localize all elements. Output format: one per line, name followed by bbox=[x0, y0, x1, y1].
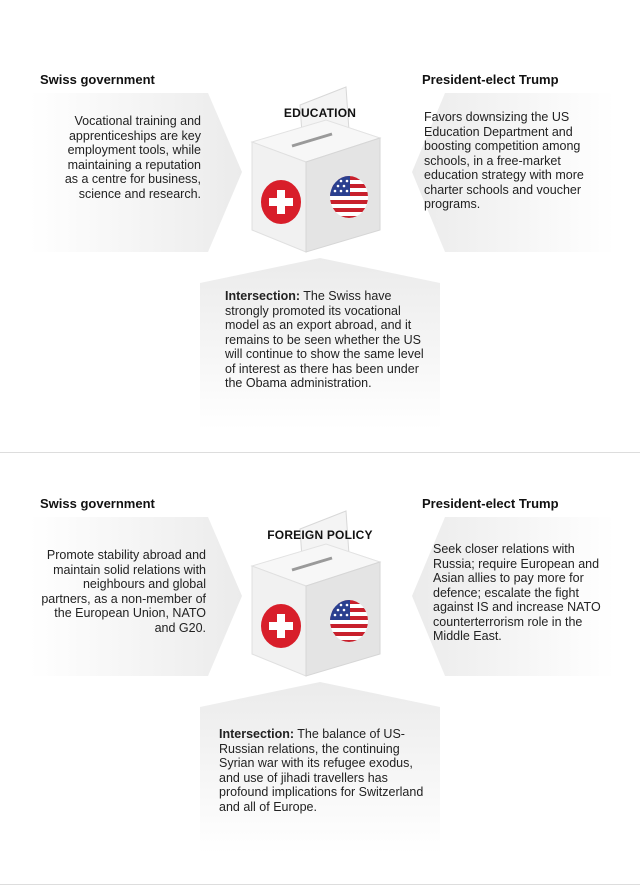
left-text: Vocational training and apprenticeships are key employment tools, while maintaining a reputation as a centre for business, science and research. bbox=[64, 114, 201, 201]
swiss-flag-icon bbox=[261, 604, 301, 648]
panel-education bbox=[0, 0, 640, 440]
intersection-label: Intersection: bbox=[219, 727, 295, 741]
topic-label: FOREIGN POLICY bbox=[267, 528, 373, 542]
swiss-flag-icon bbox=[261, 180, 301, 224]
intersection-text bbox=[219, 727, 425, 814]
left-text: Promote stability abroad and maintain solid relations with neighbours and global partners, as a non-member of the European Union, NATO and G20. bbox=[41, 548, 206, 635]
panel-foreign-policy bbox=[0, 424, 640, 864]
intersection-body: The balance of US-Russian relations, the continuing Syrian war with its refugee exodus, and use of jihadi travellers has profound implications for Switzerland and all of Europe. bbox=[219, 727, 424, 814]
topic-label: EDUCATION bbox=[283, 106, 357, 120]
right-heading: President-elect Trump bbox=[422, 72, 559, 87]
panel-divider bbox=[0, 884, 640, 885]
right-text: Seek closer relations with Russia; require European and Asian allies to pay more for defence; escalate the fight against IS and increase NATO counterterrorism role in the Middle East. bbox=[433, 542, 601, 643]
intersection-body: The Swiss have strongly promoted its vocational model as an export abroad, and it remains to be seen whether the US will continue to show the same level of interest as there has been under the Obama administration. bbox=[225, 289, 424, 390]
left-heading: Swiss government bbox=[40, 72, 155, 87]
right-text: Favors downsizing the US Education Department and boosting competition among schools, in a free-market education strategy with more charter schools and voucher programs. bbox=[424, 110, 584, 211]
intersection-label: Intersection: bbox=[225, 289, 301, 303]
left-heading: Swiss government bbox=[40, 496, 155, 511]
intersection-text bbox=[225, 289, 425, 391]
right-heading: President-elect Trump bbox=[422, 496, 559, 511]
